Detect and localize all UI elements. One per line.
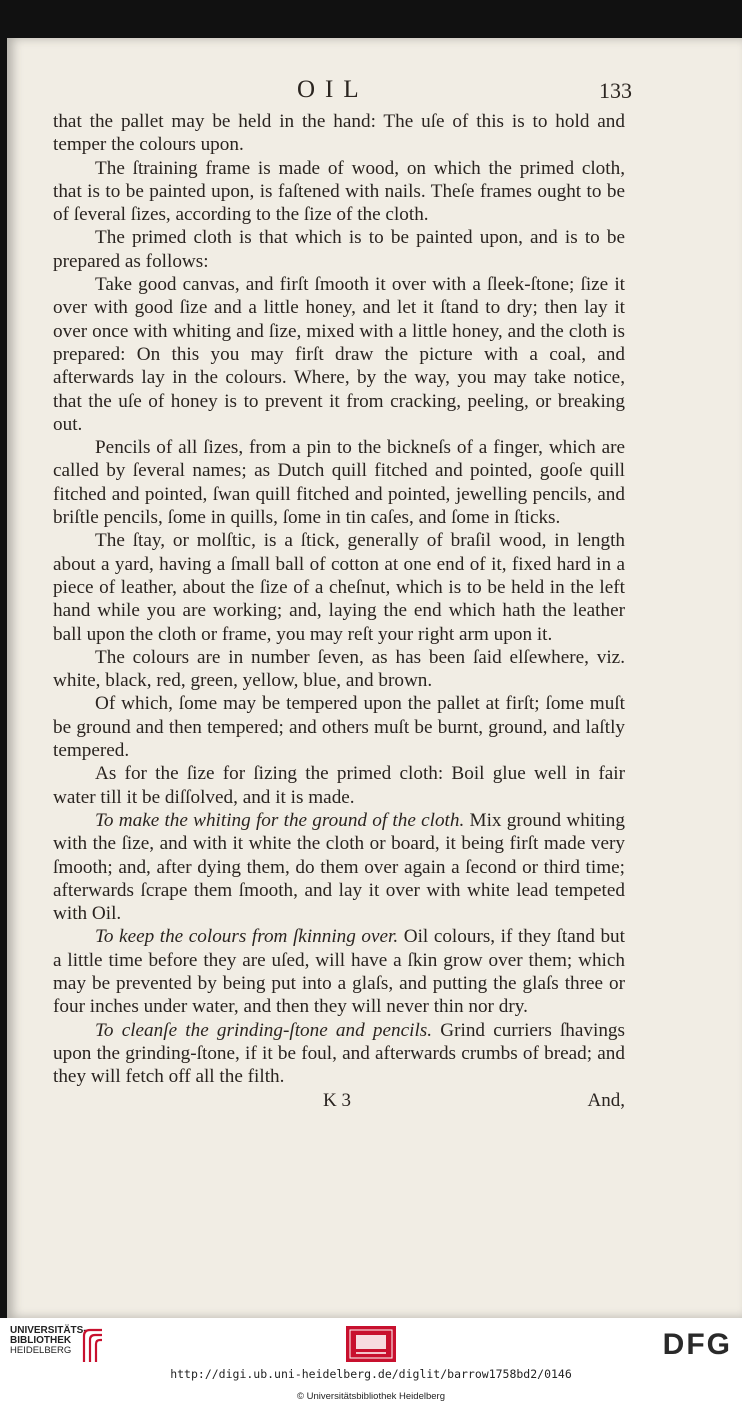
paragraph — [53, 925, 625, 1018]
page-footer-line — [53, 1090, 625, 1116]
library-emblem-icon — [80, 1328, 106, 1364]
paragraph-heading: To keep the colours from ſkinning over. — [95, 926, 399, 948]
paragraph — [53, 692, 625, 762]
signature-mark: K 3 — [323, 1090, 351, 1111]
viewer-footer — [0, 1318, 742, 1410]
paragraph — [53, 809, 625, 925]
paragraph — [53, 226, 625, 273]
paragraph — [53, 157, 625, 227]
paragraph-text: Mix ground whiting with the ſize, and with it white the cloth or board, it being firſt made very ſmooth; and, after dying them, do them over again a ſecond or third time; afterwards ſcrape them ſmooth, and lay it over with white lead tempeted with Oil. — [53, 809, 625, 925]
paragraph — [53, 110, 625, 157]
library-name-line-2: BIBLIOTHEK — [10, 1335, 72, 1346]
book-page — [7, 38, 742, 1318]
paragraph — [53, 436, 625, 529]
paragraph-heading: To cleanſe the grinding-ſtone and pencils. — [95, 1019, 433, 1041]
paragraph — [53, 762, 625, 809]
running-head: OIL — [297, 76, 369, 103]
paragraph-text: As for the ſize for ſizing the primed cloth: Boil glue well in fair water till it be diſſolved, and it is made. — [53, 763, 625, 808]
library-name-line-1: UNIVERSITÄTS- — [10, 1325, 87, 1336]
paragraph — [53, 646, 625, 693]
paragraph-text: Oil colours, if they ſtand but a little time before they are uſed, will have a ſkin grow over them; which may be prevented by being put into a glaſs, and putting the glaſs three or four inches under water, and then they will never thin nor dry. — [53, 926, 625, 1018]
catchword: And, — [587, 1090, 625, 1111]
library-name-line-3: HEIDELBERG — [10, 1345, 72, 1356]
page-number: 133 — [599, 78, 632, 103]
paragraph-text: The primed cloth is that which is to be painted upon, and is to be prepared as follows: — [53, 227, 625, 272]
paragraph-text: Of which, ſome may be tempered upon the pallet at firſt; ſome muſt be ground and then tempered; and others muſt be burnt, ground, and laſtly tempered. — [53, 693, 625, 762]
library-logo[interactable] — [10, 1326, 110, 1366]
paragraph-text: The colours are in number ſeven, as has been ſaid elſewhere, viz. white, black, red, green, yellow, blue, and brown. — [53, 646, 625, 692]
permalink-url[interactable]: http://digi.ub.uni-heidelberg.de/diglit/barrow1758bd2/0146 — [170, 1367, 572, 1381]
page-header — [7, 72, 742, 112]
body-text — [53, 110, 625, 1088]
paragraph-text: Grind curriers ſhavings upon the grinding-ſtone, if it be foul, and afterwards crumbs of bread; and they will fetch off all the filth. — [53, 1019, 625, 1088]
paragraph-text: The ſtay, or molſtic, is a ſtick, generally of braſil wood, in length about a yard, having a ſmall ball of cotton at one end of it, fixed hard in a piece of leather, about the ſize of a cheſnut, which is to be held in the left hand while you are working; and, laying the end which hath the leather ball upon the cloth or frame, you may reſt your right arm upon it. — [53, 530, 625, 645]
paragraph-heading: To make the whiting for the ground of the cloth. — [95, 809, 465, 831]
paragraph-text: Take good canvas, and firſt ſmooth it over with a ſleek-ſtone; ſize it over with good ſize and a little honey, and let it ſtand to dry; then lay it over once with whiting and ſize, mixed with a little honey, and the cloth is prepared: On this you may firſt draw the picture with a coal, and afterwards lay in the colours. Where, by the way, you may take notice, that the uſe of honey is to prevent it from cracking, peeling, or breaking out. — [53, 274, 625, 435]
paragraph-text: The ſtraining frame is made of wood, on which the primed cloth, that is to be painted upon, is faſtened with nails. Theſe frames ought to be of ſeveral ſizes, according to the ſize of the cloth. — [53, 157, 625, 226]
dfg-logo[interactable]: DFG — [662, 1328, 732, 1361]
paragraph-text: that the pallet may be held in the hand: The uſe of this is to hold and temper the colours upon. — [53, 111, 625, 156]
paragraph — [53, 529, 625, 645]
copyright-notice: © Universitätsbibliothek Heidelberg — [297, 1391, 445, 1402]
paragraph — [53, 1019, 625, 1089]
heritage-seal-icon[interactable] — [346, 1326, 396, 1362]
paragraph — [53, 273, 625, 436]
paragraph-text: Pencils of all ſizes, from a pin to the bickneſs of a finger, which are called by ſeveral names; as Dutch quill fitched and pointed, gooſe quill fitched and pointed, ſwan quill fitched and pointed, jewelling pencils, and briſtle pencils, ſome in quills, ſome in tin caſes, and ſome in ſticks. — [53, 437, 625, 529]
